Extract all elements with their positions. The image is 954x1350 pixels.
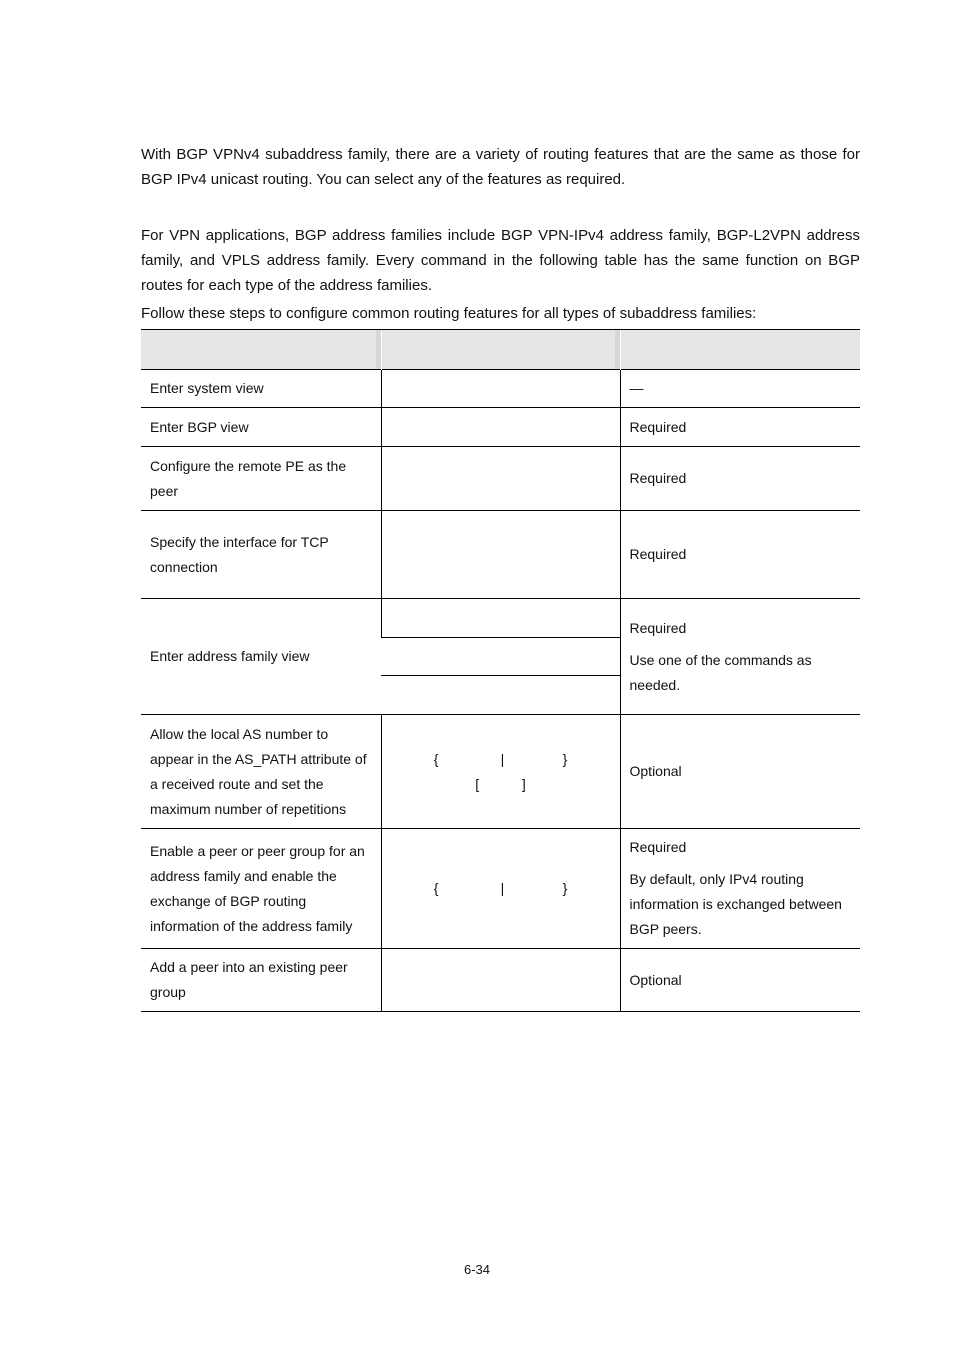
header-cell-to-do — [141, 330, 381, 370]
table-header-row — [141, 330, 860, 370]
command-cell — [381, 370, 620, 408]
remarks-cell: Optional — [620, 949, 860, 1012]
remarks-cell: Optional — [620, 715, 860, 829]
table-row — [141, 715, 860, 829]
table-row — [141, 370, 860, 408]
to-do-cell: Enter address family view — [141, 599, 381, 715]
remarks-note: Use one of the commands as needed. — [629, 651, 812, 693]
table-row — [141, 949, 860, 1012]
to-do-cell: Enter system view — [141, 370, 381, 408]
remarks-note: By default, only IPv4 routing information is exchanged between BGP peers. — [629, 871, 842, 937]
config-steps-table — [141, 329, 860, 1012]
command-cell — [381, 715, 620, 829]
command-cell — [381, 638, 620, 676]
command-syntax-line-1: { | } — [433, 880, 568, 896]
intro-paragraph-1: With BGP VPNv4 subaddress family, there are a variety of routing features that are the same as those for BGP IPv4 unicast routing. You can select any of the features as required. — [141, 146, 860, 188]
command-syntax-line-2: [ ] — [475, 775, 526, 792]
to-do-cell: Configure the remote PE as the peer — [141, 447, 381, 511]
to-do-cell: Specify the interface for TCP connection — [141, 511, 381, 599]
command-cell — [381, 447, 620, 511]
page-number: 6-34 — [463, 1262, 491, 1277]
command-cell — [381, 829, 620, 949]
remarks-cell: Required — [620, 408, 860, 447]
remarks-cell — [620, 829, 860, 949]
to-do-cell: Add a peer into an existing peer group — [141, 949, 381, 1012]
remarks-required: Required — [629, 619, 687, 636]
command-cell — [381, 676, 620, 715]
header-cell-command — [381, 330, 620, 370]
table-row — [141, 511, 860, 599]
command-cell — [381, 511, 620, 599]
table-row — [141, 829, 860, 949]
table-row — [141, 408, 860, 447]
command-cell — [381, 408, 620, 447]
to-do-cell: Enable a peer or peer group for an address family and enable the exchange of BGP routing information of the address family — [141, 829, 381, 949]
intro-paragraph-3: Follow these steps to configure common routing features for all types of subaddress families: — [141, 305, 757, 322]
header-cell-remarks — [620, 330, 860, 370]
table-row — [141, 599, 860, 638]
to-do-cell: Enter BGP view — [141, 408, 381, 447]
to-do-cell: Allow the local AS number to appear in the AS_PATH attribute of a received route and set the maximum number of repetitions — [141, 715, 381, 829]
remarks-required: Required — [629, 839, 687, 855]
command-cell — [381, 599, 620, 638]
remarks-cell — [620, 599, 860, 715]
remarks-cell: — — [620, 370, 860, 408]
intro-paragraph-2: For VPN applications, BGP address families include BGP VPN-IPv4 address family, BGP-L2VPN address family, and VPLS address family. Every command in the following table has the same function on BGP routes for each type of the address families. — [141, 227, 860, 294]
command-cell — [381, 949, 620, 1012]
command-syntax-line-1: { | } — [433, 750, 568, 767]
remarks-cell: Required — [620, 447, 860, 511]
remarks-cell: Required — [620, 511, 860, 599]
table-row — [141, 447, 860, 511]
